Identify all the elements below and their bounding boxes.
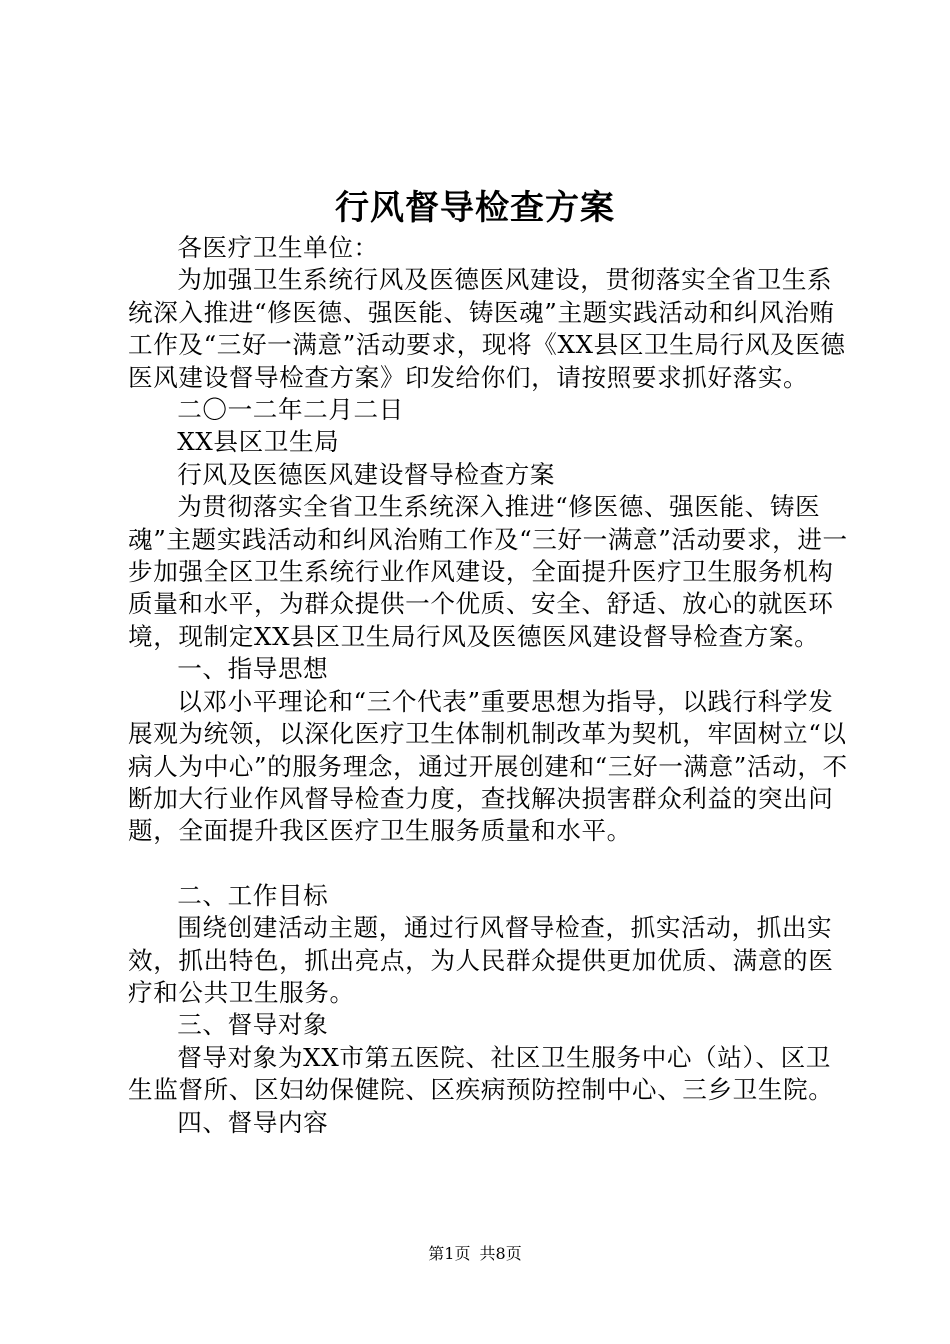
page-title: 行风督导检查方案 (335, 188, 615, 228)
section-heading-1: 一、指导思想 (177, 654, 329, 684)
page-total: 共8页 (479, 1244, 522, 1263)
document-body (128, 232, 848, 1139)
page-footer (0, 1243, 950, 1265)
section-heading-2: 二、工作目标 (177, 880, 329, 910)
date-line: 二〇一二年二月二日 (177, 395, 404, 425)
section-heading-4: 四、督导内容 (177, 1107, 329, 1137)
plan-subtitle: 行风及医德医风建设督导检查方案 (177, 459, 556, 489)
section-heading-3: 三、督导对象 (177, 1010, 329, 1040)
issuer-line: XX县区卫生局 (177, 427, 340, 457)
guiding-thought-paragraph: 以邓小平理论和“三个代表”重要思想为指导，以践行科学发展观为统领，以深化医疗卫生体制机制改革为契机，牢固树立“以病人为中心”的服务理念，通过开展创建和“三好一满意”活动，不断加大行业作风督导检查力度，查找解决损害群众利益的突出问题，全面提升我区医疗卫生服务质量和水平。 (128, 686, 848, 846)
target-paragraph: 督导对象为XX市第五医院、社区卫生服务中心（站）、区卫生监督所、区妇幼保健院、区疾病预防控制中心、三乡卫生院。 (128, 1042, 834, 1105)
salutation: 各医疗卫生单位： (177, 233, 379, 262)
page-number: 第1页 (428, 1244, 471, 1263)
goal-paragraph: 围绕创建活动主题，通过行风督导检查，抓实活动，抓出实效，抓出特色，抓出亮点，为人民群众提供更加优质、满意的医疗和公共卫生服务。 (128, 913, 834, 1007)
purpose-paragraph: 为贯彻落实全省卫生系统深入推进“修医德、强医能、铸医魂”主题实践活动和纠风治贿工作及“三好一满意”活动要求，进一步加强全区卫生系统行业作风建设，全面提升医疗卫生服务机构质量和水平，为群众提供一个优质、安全、舒适、放心的就医环境，现制定XX县区卫生局行风及医德医风建设督导检查方案。 (128, 492, 848, 651)
intro-paragraph: 为加强卫生系统行风及医德医风建设，贯彻落实全省卫生系统深入推进“修医德、强医能、铸医魂”主题实践活动和纠风治贿工作及“三好一满意”活动要求，现将《XX县区卫生局行风及医德医风建设督导检查方案》印发给你们，请按照要求抓好落实。 (128, 265, 846, 392)
